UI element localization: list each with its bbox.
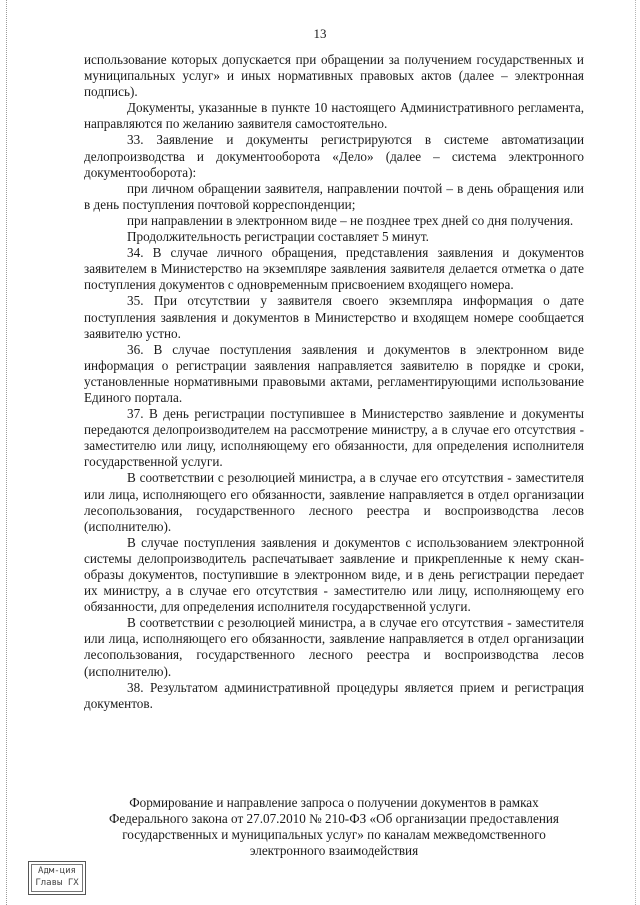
stamp-inner-border	[31, 864, 83, 892]
scan-edge-right	[635, 0, 636, 905]
paragraph: 37. В день регистрации поступившее в Министерство заявление и документы передаются делопроизводителем на рассмотрение министру, а в случае его отсутствия - заместителю или лицу, исполняющему его обязанности, для определения исполнителя государственной услуги.	[84, 406, 584, 470]
section-heading-line: государственных и муниципальных услуг» по каналам межведомственного	[122, 827, 546, 843]
paragraph: В соответствии с резолюцией министра, а в случае его отсутствия - заместителя или лица, исполняющего его обязанности, заявление направляется в отдел организации лесопользования, государственного лесного реестра и воспроизводства лесов (исполнителю).	[84, 615, 584, 679]
paragraph: 34. В случае личного обращения, представления заявления и документов заявителем в Министерство на экземпляре заявления заявителя делается отметка о дате поступления документов с одновременным присвоением входящего номера.	[84, 245, 584, 293]
section-heading	[84, 795, 584, 859]
paragraph: Документы, указанные в пункте 10 настоящего Административного регламента, направляются по желанию заявителя самостоятельно.	[84, 100, 584, 132]
paragraph: при направлении в электронном виде – не позднее трех дней со дня получения.	[127, 212, 574, 228]
page-number: 13	[313, 26, 327, 41]
stamp-line: Адм-ция	[38, 866, 76, 876]
section-heading-line: Формирование и направление запроса о получении документов в рамках	[129, 795, 539, 810]
document-body	[84, 52, 584, 712]
section-heading-line: Федерального закона от 27.07.2010 № 210-ФЗ «Об организации предоставления	[108, 811, 560, 827]
paragraph: использование которых допускается при обращении за получением государственных и муниципальных услуг» и иных нормативных правовых актов (далее – электронная подпись).	[84, 52, 584, 100]
paragraph: при личном обращении заявителя, направлении почтой – в день обращения или в день поступления почтовой корреспонденции;	[84, 180, 584, 212]
paragraph: В соответствии с резолюцией министра, а в случае его отсутствия - заместителя или лица, исполняющего его обязанности, заявление направляется в отдел организации лесопользования, государственного лесного реестра и воспроизводства лесов (исполнителю).	[84, 470, 584, 534]
section-heading-line: электронного взаимодействия	[249, 843, 419, 859]
registration-stamp	[28, 861, 86, 895]
paragraph: Продолжительность регистрации составляет 5 минут.	[127, 229, 429, 245]
scan-edge-left	[6, 0, 7, 905]
paragraph: 36. В случае поступления заявления и документов в электронном виде информация о регистрации заявления направляется заявителю в порядке и сроки, установленные нормативными правовыми актами, регламентирующими использование Единого портала.	[84, 341, 584, 405]
paragraph: В случае поступления заявления и документов с использованием электронной системы делопроизводитель распечатывает заявление и прикрепленные к нему скан-образы документов, поступившие в электронном виде, и в день регистрации передает их министру, а в случае его отсутствия - заместителю или лицу, исполняющему его обязанности, для определения исполнителя государственной услуги.	[84, 534, 584, 615]
paragraph: 38. Результатом административной процедуры является прием и регистрация документов.	[84, 679, 584, 711]
paragraph: 33. Заявление и документы регистрируются в системе автоматизации делопроизводства и документооборота «Дело» (далее – система электронного документооборота):	[84, 132, 584, 180]
stamp-line: Главы ГХ	[35, 878, 79, 888]
paragraph: 35. При отсутствии у заявителя своего экземпляра информация о дате поступления заявления и документов в Министерство и входящем номере сообщается заявителю устно.	[84, 293, 584, 341]
